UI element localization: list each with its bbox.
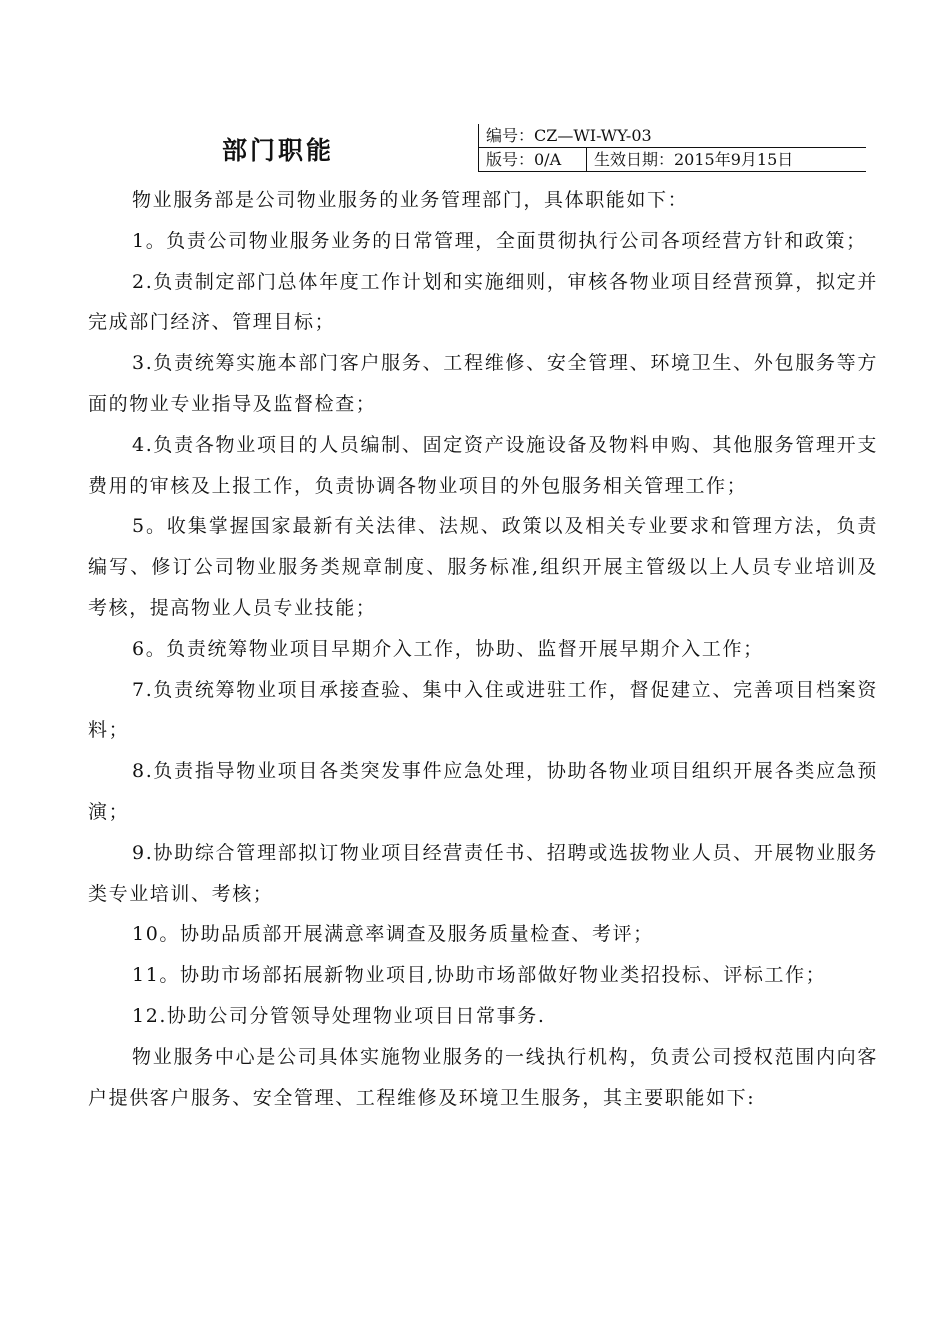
document-version: 版号：0/A: [486, 150, 562, 169]
table-divider-vertical: [586, 148, 587, 172]
document-title: 部门职能: [222, 136, 335, 165]
duty-item-12: 12.协助公司分管领导处理物业项目日常事务.: [132, 1004, 546, 1027]
table-divider-middle: [478, 147, 866, 148]
duty-item-6: 6。负责统筹物业项目早期介入工作，协助、监督开展早期介入工作；: [132, 637, 764, 660]
service-center-paragraph: 物业服务中心是公司具体实施物业服务的一线执行机构，负责公司授权范围内向客户提供客户服务、安全管理、工程维修及环境卫生服务，其主要职能如下:: [88, 1045, 878, 1109]
duty-item-5: 5。收集掌握国家最新有关法律、法规、政策以及相关专业要求和管理方法，负责编写、修订公司物业服务类规章制度、服务标准,组织开展主管级以上人员专业培训及考核，提高物业人员专业技能；: [88, 515, 878, 619]
table-border-left: [478, 124, 479, 172]
document-code: 编号：CZ—WI-WY-03: [486, 126, 652, 145]
effective-date: 生效日期：2015年9月15日: [594, 150, 794, 169]
document-body: [88, 180, 878, 1118]
table-border-bottom: [478, 171, 866, 172]
duty-item-4: 4.负责各物业项目的人员编制、固定资产设施设备及物料申购、其他服务管理开支费用的审核及上报工作，负责协调各物业项目的外包服务相关管理工作；: [88, 433, 878, 497]
duty-item-9: 9.协助综合管理部拟订物业项目经营责任书、招聘或选拔物业人员、开展物业服务类专业培训、考核；: [88, 841, 878, 905]
duty-item-8: 8.负责指导物业项目各类突发事件应急处理，协助各物业项目组织开展各类应急预演；: [88, 760, 878, 823]
duty-item-10: 10。协助品质部开展满意率调查及服务质量检查、考评；: [132, 923, 654, 946]
duty-item-2: 2.负责制定部门总体年度工作计划和实施细则，审核各物业项目经营预算，拟定并完成部门经济、管理目标；: [88, 270, 878, 334]
duty-item-1: 1。负责公司物业服务业务的日常管理，全面贯彻执行公司各项经营方针和政策；: [132, 229, 867, 252]
duty-item-3: 3.负责统筹实施本部门客户服务、工程维修、安全管理、环境卫生、外包服务等方面的物业专业指导及监督检查；: [88, 352, 878, 415]
duty-item-7: 7.负责统筹物业项目承接查验、集中入住或进驻工作，督促建立、完善项目档案资料；: [88, 678, 878, 742]
intro-paragraph: 物业服务部是公司物业服务的业务管理部门，具体职能如下：: [132, 189, 689, 211]
duty-item-11: 11。协助市场部拓展新物业项目,协助市场部做好物业类招投标、评标工作；: [132, 964, 827, 987]
